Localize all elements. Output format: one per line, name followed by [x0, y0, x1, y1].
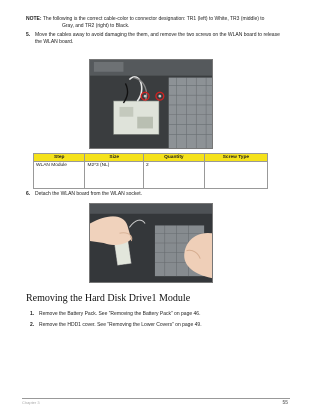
footer-chapter: Chapter 3 [22, 400, 40, 405]
step-text: Remove the Battery Pack. See “Removing the Battery Pack” on page 46. [39, 311, 201, 317]
wlan-board-photo [89, 59, 213, 149]
step-text: Move the cables away to avoid damaging the them, and remove the two screws on the WLAN board to release the WLAN board. [35, 32, 280, 46]
column-header: Screw Type [204, 154, 267, 162]
note-label: NOTE: [26, 16, 42, 22]
screw-table [33, 153, 268, 189]
detach-wlan-photo [89, 203, 213, 283]
step-number: 5. [26, 32, 31, 38]
column-header: Quantity [143, 154, 204, 162]
note-line-1: The following is the correct cable-color to connector designation: TR1 (left) to White, TR3 (middle) to [42, 16, 265, 22]
column-header: Step [34, 154, 85, 162]
section-title: Removing the Hard Disk Drive1 Module [26, 293, 191, 304]
column-header: Size [85, 154, 144, 162]
step-number: 1. [30, 311, 35, 317]
step-6 [26, 191, 288, 198]
step-text: Detach the WLAN board from the WLAN socket. [35, 191, 142, 197]
note-block [26, 16, 288, 31]
step-text: Remove the HDD1 cover. See “Removing the Lower Covers” on page 49. [39, 322, 202, 328]
section-step-1 [30, 311, 290, 318]
table-cell: M2*3 (NL) [85, 162, 144, 189]
section-step-2 [30, 322, 290, 329]
table-header-row [34, 154, 268, 162]
note-line-2: Gray, and TR2 (right) to Black. [62, 23, 130, 30]
footer-divider [22, 398, 290, 399]
step-5 [26, 32, 288, 47]
step-number: 2. [30, 322, 35, 328]
table-row [34, 162, 268, 189]
table-cell [204, 162, 267, 189]
table-cell: WLAN Module [34, 162, 85, 189]
table-cell: 2 [143, 162, 204, 189]
step-number: 6. [26, 191, 31, 197]
page-number: 55 [282, 400, 288, 406]
